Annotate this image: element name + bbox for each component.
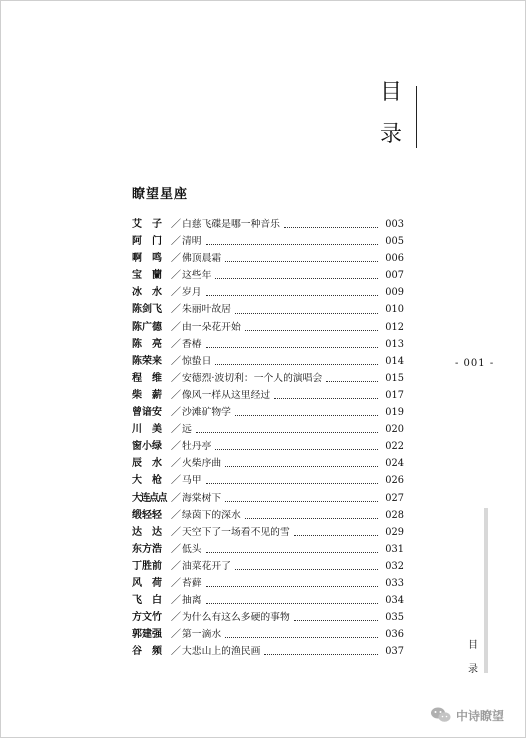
toc-leader-dots — [245, 330, 378, 331]
toc-entry — [132, 250, 404, 267]
toc-separator: ／ — [170, 424, 182, 436]
toc-author: 阿 门 — [132, 236, 162, 248]
toc-title: 大悲山上的渔民画 — [182, 646, 261, 658]
toc-author: 川 美 — [132, 424, 162, 436]
toc-separator: ／ — [170, 560, 182, 572]
toc-title: 朱丽叶故居 — [182, 304, 231, 316]
toc-author: 程 维 — [132, 372, 162, 384]
toc-page-number: 024 — [385, 458, 404, 470]
toc-author: 郭建强 — [132, 629, 162, 641]
toc-title: 佛顶晨霜 — [182, 253, 222, 265]
wechat-icon — [430, 706, 452, 724]
toc-separator: ／ — [170, 287, 182, 299]
toc-author: 大连点点 — [132, 492, 166, 504]
toc-title: 马甲 — [182, 475, 202, 487]
heading-rule — [416, 86, 417, 148]
toc-author: 辰 水 — [132, 458, 162, 470]
toc-page-number: 034 — [385, 595, 404, 607]
toc-author: 飞 白 — [132, 595, 162, 607]
toc-entry — [132, 643, 404, 660]
toc-page-number: 014 — [385, 355, 404, 367]
toc-title: 香椿 — [182, 338, 202, 350]
toc-author: 陈剑飞 — [132, 304, 162, 316]
heading-char-2: 录 — [380, 122, 403, 147]
toc-separator: ／ — [170, 577, 182, 589]
toc-author: 曾谙安 — [132, 407, 162, 419]
toc-separator: ／ — [170, 629, 182, 641]
toc-leader-dots — [264, 654, 378, 655]
toc-separator: ／ — [170, 407, 182, 419]
toc-leader-dots — [284, 227, 378, 228]
toc-page-number: 005 — [385, 236, 404, 248]
toc-author: 东方浩 — [132, 543, 162, 555]
toc-separator: ／ — [170, 441, 182, 453]
side-bar — [484, 508, 488, 673]
toc-separator: ／ — [170, 355, 182, 367]
toc-title: 岁月 — [182, 287, 202, 299]
toc-separator: ／ — [170, 458, 182, 470]
toc-author: 陈荣来 — [132, 355, 162, 367]
toc-page-number: 007 — [385, 270, 404, 282]
toc-separator: ／ — [170, 338, 182, 350]
toc-leader-dots — [235, 569, 378, 570]
toc-author: 宝 蘭 — [132, 270, 162, 282]
toc-entry — [132, 507, 404, 524]
toc-leader-dots — [206, 586, 378, 587]
toc-entry — [132, 438, 404, 455]
toc-entry — [132, 592, 404, 609]
toc-author: 陈广德 — [132, 321, 162, 333]
toc-entry — [132, 455, 404, 472]
toc-title: 为什么有这么多硬的事物 — [182, 612, 290, 624]
toc-leader-dots — [326, 381, 378, 382]
watermark-text: 中诗瞭望 — [456, 708, 505, 723]
toc-page-number: 017 — [385, 389, 404, 401]
toc-page-number: 033 — [385, 577, 404, 589]
toc-leader-dots — [235, 415, 378, 416]
toc-author: 方文竹 — [132, 612, 162, 624]
toc-page-number: 032 — [385, 560, 404, 572]
toc-page-number: 003 — [385, 219, 404, 230]
toc-separator: ／ — [170, 646, 182, 658]
toc-page-number: 028 — [385, 509, 404, 521]
toc-leader-dots — [225, 637, 378, 638]
toc-title: 火柴序曲 — [182, 458, 222, 470]
toc-title: 沙滩矿物学 — [182, 407, 231, 419]
toc-page-number: 022 — [385, 441, 404, 453]
toc-author: 窗小绿 — [132, 441, 162, 453]
side-label-char-1: 目 — [468, 640, 478, 651]
toc-author: 风 荷 — [132, 577, 162, 589]
toc-separator: ／ — [170, 236, 182, 248]
toc-leader-dots — [294, 620, 378, 621]
toc-page-number: 015 — [385, 372, 404, 384]
toc-page-number: 035 — [385, 612, 404, 624]
toc-entry — [132, 490, 404, 507]
toc-title: 海棠树下 — [182, 492, 222, 504]
toc-title: 远 — [182, 424, 192, 436]
toc-title: 抽离 — [182, 595, 202, 607]
toc-entry — [132, 301, 404, 318]
toc-leader-dots — [206, 347, 378, 348]
toc-page-number: 020 — [385, 424, 404, 436]
toc-separator: ／ — [170, 543, 182, 555]
toc-page-number: 009 — [385, 287, 404, 299]
toc-entry — [132, 370, 404, 387]
toc-leader-dots — [225, 501, 378, 502]
toc-title: 安德烈·波切利：一个人的演唱会 — [182, 372, 323, 384]
toc-author: 谷 频 — [132, 646, 162, 658]
toc-entry — [132, 575, 404, 592]
toc-page-number: 027 — [385, 492, 404, 504]
toc-leader-dots — [206, 603, 378, 604]
toc-entry — [132, 319, 404, 336]
toc-entry — [132, 233, 404, 250]
toc-leader-dots — [245, 518, 378, 519]
toc-author: 艾 子 — [132, 219, 162, 230]
toc-entry — [132, 541, 404, 558]
toc-page-number: 037 — [385, 646, 404, 658]
toc-entry — [132, 284, 404, 301]
toc-separator: ／ — [170, 253, 182, 265]
toc-page-number: 006 — [385, 253, 404, 265]
toc-leader-dots — [215, 364, 378, 365]
toc-entry — [132, 267, 404, 284]
toc-leader-dots — [225, 466, 378, 467]
toc-list — [132, 216, 404, 660]
toc-separator: ／ — [170, 526, 182, 538]
toc-title: 牡丹亭 — [182, 441, 212, 453]
toc-author: 柴 薪 — [132, 389, 162, 401]
toc-entry — [132, 558, 404, 575]
toc-leader-dots — [215, 278, 378, 279]
side-label-char-2: 录 — [468, 664, 478, 675]
toc-title: 天空下了一场看不见的雪 — [182, 526, 290, 538]
toc-separator: ／ — [170, 389, 182, 401]
toc-author: 啊 鸣 — [132, 253, 162, 265]
toc-entry — [132, 472, 404, 489]
toc-leader-dots — [206, 483, 378, 484]
toc-page-number: 029 — [385, 526, 404, 538]
toc-separator: ／ — [170, 492, 182, 504]
toc-entry — [132, 626, 404, 643]
toc-entry — [132, 216, 404, 233]
toc-title: 这些年 — [182, 270, 212, 282]
toc-separator: ／ — [170, 270, 182, 282]
toc-entry — [132, 353, 404, 370]
toc-author: 丁胜前 — [132, 560, 162, 572]
toc-separator: ／ — [170, 304, 182, 316]
toc-leader-dots — [215, 449, 378, 450]
toc-entry — [132, 404, 404, 421]
toc-entry — [132, 609, 404, 626]
toc-page-number: 036 — [385, 629, 404, 641]
toc-page-number: 031 — [385, 543, 404, 555]
toc-separator: ／ — [170, 509, 182, 521]
toc-page-number: 012 — [385, 321, 404, 333]
toc-separator: ／ — [170, 372, 182, 384]
toc-title: 惊蛰日 — [182, 355, 212, 367]
toc-entry — [132, 387, 404, 404]
toc-separator: ／ — [170, 475, 182, 487]
heading-char-1: 目 — [380, 80, 403, 105]
toc-author: 缎轻轻 — [132, 509, 162, 521]
toc-leader-dots — [206, 244, 378, 245]
toc-entry — [132, 421, 404, 438]
toc-separator: ／ — [170, 595, 182, 607]
toc-author: 陈 亮 — [132, 338, 162, 350]
toc-separator: ／ — [170, 612, 182, 624]
toc-heading — [370, 78, 418, 148]
toc-page-number: 013 — [385, 338, 404, 350]
toc-author: 达 达 — [132, 526, 162, 538]
toc-separator: ／ — [170, 321, 182, 333]
toc-author: 大 枪 — [132, 475, 162, 487]
toc-leader-dots — [206, 552, 378, 553]
toc-page-number: 026 — [385, 475, 404, 487]
toc-title: 第一滴水 — [182, 629, 222, 641]
toc-leader-dots — [196, 432, 378, 433]
toc-title: 清明 — [182, 236, 202, 248]
toc-title: 苔藓 — [182, 577, 202, 589]
section-title: 瞭望星座 — [132, 187, 189, 202]
toc-page-number: 010 — [385, 304, 404, 316]
toc-entry — [132, 524, 404, 541]
toc-title: 由一朵花开始 — [182, 321, 241, 333]
toc-leader-dots — [235, 313, 378, 314]
page-number: - 001 - — [455, 358, 495, 369]
side-label — [468, 634, 478, 682]
toc-title: 低头 — [182, 543, 202, 555]
toc-leader-dots — [294, 535, 378, 536]
toc-title: 绿茵下的深水 — [182, 509, 241, 521]
toc-title: 像风一样从这里经过 — [182, 389, 271, 401]
toc-leader-dots — [206, 295, 378, 296]
toc-author: 冰 水 — [132, 287, 162, 299]
watermark — [430, 706, 504, 724]
toc-title: 白慈飞碟是哪一种音乐 — [182, 219, 280, 230]
toc-separator: ／ — [170, 219, 182, 230]
toc-leader-dots — [225, 261, 378, 262]
toc-entry — [132, 336, 404, 353]
toc-leader-dots — [274, 398, 378, 399]
toc-title: 油菜花开了 — [182, 560, 231, 572]
toc-page-number: 019 — [385, 407, 404, 419]
